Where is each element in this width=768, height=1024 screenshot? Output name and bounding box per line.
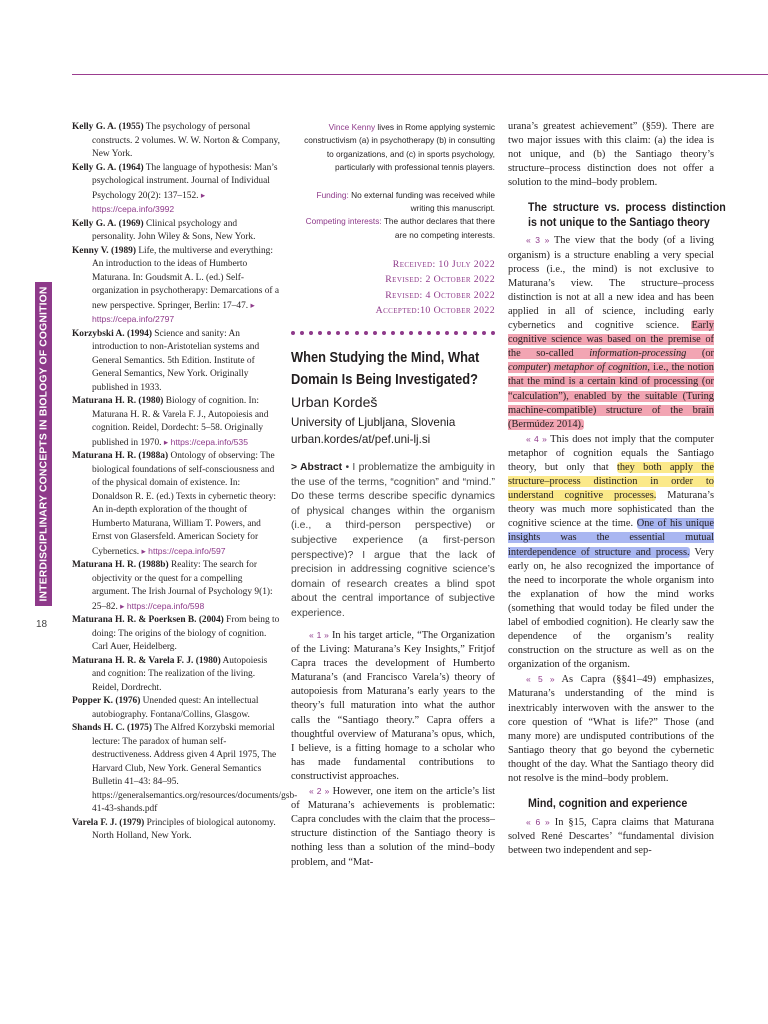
abstract: > Abstract • I problematize the ambiguity in the use of the terms, “cognition” and “mind.” Do these terms describe specific dynamics of physical changes within the organism (i.e., a third-person perspective) or subjective experience (a first-person perspective)? I argue that the lack of precision in addressing cognitive science’s domain of research creates a blind spot about the central importance of subjective experience.	[291, 462, 495, 619]
paragraph-number: « 2 »	[309, 786, 330, 797]
reference-item: Maturana H. R. (1988b) Reality: The search for objectivity or the quest for a compelling argument. The Irish Journal of Psychology 9(1): 25–82. ▸ https://cepa.info/598	[72, 560, 273, 612]
sidebar-label: INTERDISCIPLINARY CONCEPTS IN BIOLOGY OF COGNITION	[38, 286, 49, 602]
paragraph: « 1 » In his target article, “The Organization of the Living: Maturana’s Key Insights,” Fritjof Capra traces the development of Humberto Maturana’s (and Francisco Varela’s) theory of autopoiesis from Maturana’s early years to the theory’s full maturation into what the author calls the “Santiago theory.” Capra offers a thoughtful overview of Maturana’s opus, which, I believe, is a fitting homage to a scholar who has made fundamental contributions to constructivist approaches.	[291, 630, 495, 782]
highlight-blue: One of his unique insights was the essential mutual interdependence of structure and process.	[508, 518, 714, 558]
paragraph-number: « 4 »	[526, 433, 547, 444]
reference-item: Maturana H. R. & Varela F. J. (1980) Autopoiesis and cognition: The realization of the living. Reidel, Dordrecht.	[72, 655, 268, 693]
reference-item: Kenny V. (1989) Life, the multiverse and everything: An introduction to the ideas of Humberto Maturana. In: Goudsmit A. L. (ed.) Self-organization in psychotherapy: Demarcations of a new perspective. Springer, Berlin: 17–47. ▸ https://cepa.info/2797	[72, 245, 280, 324]
date-received: Received: 10 July 2022	[392, 259, 495, 270]
reference-link[interactable]: ▸ https://cepa.info/535	[163, 436, 248, 447]
paragraph-number: « 6 »	[526, 816, 550, 827]
reference-item: Kelly G. A. (1955) The psychology of personal constructs. 2 volumes. W. W. Norton & Company, New York.	[72, 122, 280, 159]
reference-item: Maturana H. R. & Poerksen B. (2004) From being to doing: The origins of the biology of cognition. Carl Auer, Heidelberg.	[72, 615, 280, 652]
reference-link[interactable]: ▸ https://cepa.info/597	[141, 545, 226, 556]
author-email[interactable]: urban.kordes/at/pef.uni-lj.si	[291, 433, 431, 446]
paragraph: « 5 » As Capra (§§41–49) emphasizes, Maturana’s understanding of the mind is inextricably interwoven with the answer to the core question of “What is life?” Those (and many more) are undisputed contributions of the Santiago theory that go beyond the cybernetic thought of the day. What the Santiago theory did not resolve is the mind–body problem.	[508, 674, 714, 785]
reference-item: Maturana H. R. (1988a) Ontology of observing: The biological foundations of self-consciousness and of the physical domain of existence. In: Donaldson R. E. (ed.) Texts in cybernetic theory: An in-depth exploration of the thought of Humberto Maturana, William T. Powers, and Ernst von Glasersfeld. American Society for Cybernetics. ▸ https://cepa.info/597	[72, 451, 277, 557]
reference-item: Maturana H. R. (1980) Biology of cognition. In: Maturana H. R. & Varela F. J., Autopoiesis and cognition. Reidel, Dordecht: 5–58. Originally published in 1970. ▸ https://cepa.info/535	[72, 396, 269, 448]
submission-dates	[296, 257, 495, 318]
section-heading: The structure vs. process distinction is not unique to the Santiago theory	[528, 200, 726, 229]
section-heading: Mind, cognition and experience	[528, 796, 688, 811]
reference-link[interactable]: ▸ https://cepa.info/598	[120, 600, 205, 611]
reference-item: Varela F. J. (1979) Principles of biological autonomy. North Holland, New York.	[72, 817, 276, 841]
paragraph: urana’s greatest achievement” (§59). There are two major issues with this claim: (a) the idea is not unique, and (b) the Santiago theory’s structure–process distinction does not offer a solution to the mind–body problem.	[508, 121, 714, 189]
paragraph-number: « 3 »	[526, 235, 550, 246]
page-number: 18	[36, 619, 48, 630]
header-rule	[72, 74, 768, 75]
body-column-3	[508, 120, 726, 858]
paragraph: « 6 » In §15, Capra claims that Maturana solved René Descartes’ “fundamental division between two independent and sep-	[508, 816, 714, 856]
author-affiliation: University of Ljubljana, Slovenia urban.kordes/at/pef.uni-lj.si	[291, 416, 456, 446]
dotted-divider	[291, 328, 495, 338]
date-accepted: Accepted:10 October 2022	[375, 304, 495, 316]
paragraph-number: « 1 »	[309, 630, 329, 640]
body-column-2	[291, 628, 495, 870]
reference-item: Popper K. (1976) Unended quest: An intellectual autobiography. Fontana/Collins, Glasgow.	[72, 696, 259, 720]
reference-item: Korzybski A. (1994) Science and sanity: An introduction to non-Aristotelian systems and General Semantics. 5th Edition. Institute of General Semantics, New York. Originally published in 1933.	[72, 328, 260, 393]
author-bio: Vince Kenny lives in Rome applying systemic constructivism (a) in psychotherapy (b) in consulting to organizations, and (c) in sports psychology, particularly with professional tennis players. Funding: No external funding was received while writing this manuscript. Competing interests: The author declares that there are no competing interests.	[304, 122, 495, 240]
bio-name: Vince Kenny	[328, 122, 376, 132]
date-revised: Revised: 4 October 2022	[385, 289, 495, 301]
abstract-label: > Abstract	[291, 462, 343, 473]
highlight-red: Early cognitive science was based on the premise of the so-called information-processing (or computer) metaphor of cognition, i.e., the notion that the mind is a certain kind of processing (or “calculation”), enabled by the suitable (Turing machine-compatible) structure of the brain (Bermúdez 2014).	[508, 320, 714, 430]
reference-item: Shands H. C. (1975) The Alfred Korzybski memorial lecture: The paradox of human self-destructiveness. Address given 4 April 1975, The Harvard Club, New York. General Semantics Bulletin 41–43: 84–95. https://generalsemantics.org/resources/documents/gsb-41-43-shands.pdf	[72, 723, 298, 814]
reference-item: Kelly G. A. (1964) The language of hypothesis: Man’s psychological instrument. Journal of Individual Psychology 20(2): 137–152. ▸ https://cepa.info/3992	[72, 162, 278, 214]
highlight-yellow: they both apply the structure–process distinction in order to understand cognitive processes.	[508, 461, 714, 502]
competing-label: Competing interests:	[305, 216, 382, 227]
paragraph: « 4 » This does not imply that the computer metaphor of cognition equals the Santiago theory, but only that they both apply the structure–process distinction in order to understand cognitive processes. Maturana’s theory was much more sophisticated than the cognitive science at the time. One of his unique insights was the essential mutual interdependence of structure and process. Very early on, he also recognized the importance of the need to incorporate the whole organism into the explanation of how the mind works (something that would today be filed under the label of embodied cognition). He clearly saw the dependence of the organism’s reality construction on the structure as well as on the organization of the organism.	[508, 433, 715, 671]
article-author: Urban Kordeš	[291, 394, 378, 410]
reference-item: Kelly G. A. (1969) Clinical psychology and personality. John Wiley & Sons, New York.	[72, 218, 256, 242]
paragraph: « 2 » However, one item on the article’s list of Maturana’s achievements is problematic: Capra concludes with the claim that the process–structure distinction of the Santiago theory is nothing less than a solution of the mind–body problem, and “Mat-	[291, 786, 496, 868]
reference-list	[72, 121, 298, 844]
reference-link[interactable]: ▸ https://cepa.info/3992	[92, 189, 206, 214]
paragraph-number: « 5 »	[526, 674, 555, 685]
funding-label: Funding:	[316, 189, 349, 200]
reference-link[interactable]: ▸ https://cepa.info/2797	[92, 299, 255, 324]
date-revised: Revised: 2 October 2022	[385, 274, 495, 286]
article-title: When Studying the Mind, What Domain Is Being Investigated?	[291, 350, 480, 388]
paragraph: « 3 » The view that the body (of a living organism) is a structure enabling a very special process (i.e., the mind) is not exclusive to Maturana’s view. The structure–process distinction is not at all a new idea and has been applied in all of science, including early cybernetics and cognitive science. Early cognitive science was based on the premise of the so-called information-processing (or computer) metaphor of cognition, i.e., the notion that the mind is a certain kind of processing (or “calculation”), enabled by the suitable (Turing machine-compatible) structure of the brain (Bermúdez 2014).	[508, 235, 714, 430]
